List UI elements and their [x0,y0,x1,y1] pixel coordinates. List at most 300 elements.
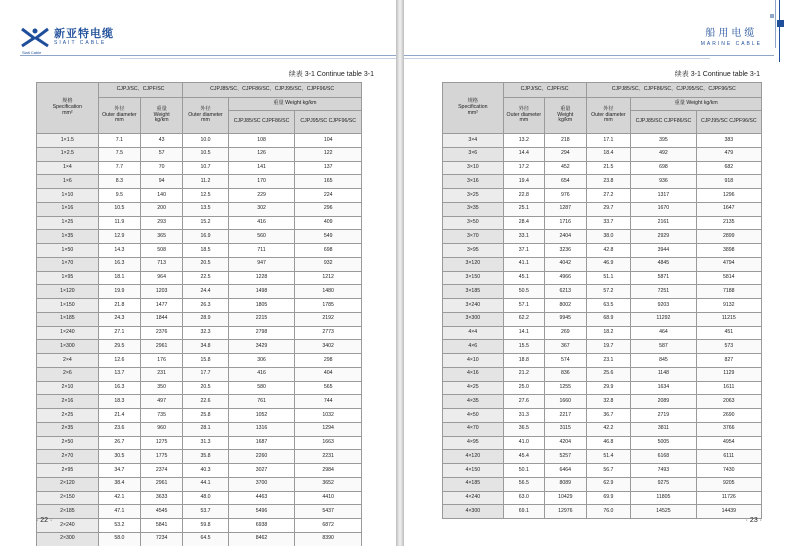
table-row [443,491,762,505]
outer-diameter-cell: 29.5 [98,340,140,354]
outer-diameter-2-cell: 18.2 [586,326,631,340]
outer-diameter-2-cell: 22.5 [183,271,229,285]
outer-diameter-header: 外径 Outer diameter mm [98,98,140,134]
spec-cell: 3×6 [443,147,504,161]
outer-diameter-cell: 26.7 [98,436,140,450]
weight-95-96-cell: 1129 [696,367,761,381]
spec-cell: 1×2.5 [37,147,99,161]
outer-diameter-cell: 58.0 [98,532,140,546]
table-row [443,175,762,189]
weight-95-96-cell: 14439 [696,505,761,519]
weight-85-86-cell: 126 [228,147,295,161]
outer-diameter-2-cell: 51.1 [586,271,631,285]
weight-cell: 2376 [141,326,183,340]
outer-diameter-cell: 34.7 [98,464,140,478]
table-row [37,450,362,464]
weight-cell: 713 [141,257,183,271]
weight-85-86-cell: 464 [631,326,696,340]
section-brand [701,24,762,47]
outer-diameter-cell: 13.2 [503,134,544,148]
weight-cell: 452 [545,161,586,175]
book-gutter [396,0,404,546]
weight-cell: 508 [141,244,183,258]
subgroup-95-96-header: CJPJ95/SC CJPF96/SC [295,111,362,134]
outer-diameter-cell: 25.0 [503,381,544,395]
weight-85-86-cell: 587 [631,340,696,354]
outer-diameter-cell: 14.4 [503,147,544,161]
page-number: · 23 · [745,517,762,524]
spec-cell: 2×16 [37,395,99,409]
weight-85-86-cell: 141 [228,161,295,175]
weight-cell: 4042 [545,257,586,271]
weight-2-header: 重量 Weight kg/km [631,98,762,111]
weight-85-86-cell: 761 [228,395,295,409]
weight-95-96-cell: 918 [696,175,761,189]
outer-diameter-2-cell: 38.0 [586,230,631,244]
table-row [37,230,362,244]
outer-diameter-cell: 21.8 [98,299,140,313]
outer-diameter-2-cell: 64.5 [183,532,229,546]
outer-diameter-2-cell: 24.4 [183,285,229,299]
outer-diameter-cell: 15.5 [503,340,544,354]
table-row [443,340,762,354]
outer-diameter-cell: 38.4 [98,477,140,491]
weight-95-96-cell: 409 [295,216,362,230]
weight-95-96-cell: 573 [696,340,761,354]
weight-95-96-cell: 3898 [696,244,761,258]
table-row [37,312,362,326]
outer-diameter-2-header: 外径 Outer diameter mm [183,98,229,134]
weight-85-86-cell: 11805 [631,491,696,505]
weight-95-96-cell: 1212 [295,271,362,285]
outer-diameter-2-cell: 20.5 [183,257,229,271]
weight-cell: 176 [141,354,183,368]
weight-cell: 367 [545,340,586,354]
spec-cell: 3×240 [443,299,504,313]
weight-cell: 140 [141,189,183,203]
weight-95-96-cell: 1611 [696,381,761,395]
outer-diameter-2-cell: 28.9 [183,312,229,326]
outer-diameter-2-cell: 62.9 [586,477,631,491]
spec-cell: 1×120 [37,285,99,299]
outer-diameter-cell: 50.5 [503,285,544,299]
weight-85-86-cell: 170 [228,175,295,189]
weight-95-96-cell: 3652 [295,477,362,491]
outer-diameter-2-cell: 35.8 [183,450,229,464]
outer-diameter-2-cell: 48.0 [183,491,229,505]
table-row [443,354,762,368]
outer-diameter-cell: 18.8 [503,354,544,368]
outer-diameter-header: 外径 Outer diameter mm [503,98,544,134]
weight-85-86-cell: 3027 [228,464,295,478]
weight-85-86-cell: 306 [228,354,295,368]
weight-85-86-cell: 229 [228,189,295,203]
outer-diameter-cell: 9.5 [98,189,140,203]
page-number: · 22 · [36,517,53,524]
table-row [443,505,762,519]
weight-cell: 574 [545,354,586,368]
outer-diameter-2-cell: 20.5 [183,381,229,395]
outer-diameter-cell: 8.3 [98,175,140,189]
weight-cell: 6464 [545,464,586,478]
weight-95-96-cell: 2773 [295,326,362,340]
weight-cell: 10429 [545,491,586,505]
weight-85-86-cell: 6938 [228,519,295,533]
outer-diameter-2-cell: 63.5 [586,299,631,313]
table-row [37,532,362,546]
weight-85-86-cell: 5496 [228,505,295,519]
weight-85-86-cell: 395 [631,134,696,148]
outer-diameter-cell: 14.1 [503,326,544,340]
weight-85-86-cell: 2798 [228,326,295,340]
outer-diameter-2-cell: 21.5 [586,161,631,175]
weight-85-86-cell: 7493 [631,464,696,478]
weight-cell: 57 [141,147,183,161]
outer-diameter-cell: 56.5 [503,477,544,491]
weight-85-86-cell: 14525 [631,505,696,519]
weight-85-86-cell: 580 [228,381,295,395]
spec-cell: 1×95 [37,271,99,285]
spec-cell: 1×240 [37,326,99,340]
header-rule [404,55,774,56]
brand-chinese: 船用电缆 [705,28,758,39]
spec-cell: 4×300 [443,505,504,519]
spec-cell: 1×150 [37,299,99,313]
table-caption: 续表 3-1 Continue table 3-1 [674,71,760,78]
table-row [443,312,762,326]
weight-85-86-cell: 1228 [228,271,295,285]
spec-cell: 2×300 [37,532,99,546]
table-row [37,244,362,258]
weight-85-86-cell: 1498 [228,285,295,299]
outer-diameter-2-cell: 17.1 [586,134,631,148]
weight-95-96-cell: 479 [696,147,761,161]
table-row [37,285,362,299]
spec-cell: 3×70 [443,230,504,244]
outer-diameter-cell: 11.9 [98,216,140,230]
left-page [0,0,396,546]
group-b-header: CJPJ85/SC、CJPF86/SC、CJPJ95/SC、CJPF96/SC [586,83,761,98]
table-row [443,147,762,161]
weight-cell: 4966 [545,271,586,285]
outer-diameter-cell: 19.9 [98,285,140,299]
table-row [37,491,362,505]
weight-cell: 350 [141,381,183,395]
outer-diameter-2-cell: 19.7 [586,340,631,354]
outer-diameter-cell: 47.1 [98,505,140,519]
weight-95-96-cell: 549 [295,230,362,244]
table-row [37,134,362,148]
outer-diameter-cell: 45.1 [503,271,544,285]
weight-95-96-cell: 4410 [295,491,362,505]
outer-diameter-2-cell: 16.9 [183,230,229,244]
outer-diameter-2-cell: 10.0 [183,134,229,148]
weight-95-96-cell: 104 [295,134,362,148]
spec-header: 规格 Specification mm² [37,83,99,134]
spec-cell: 4×120 [443,450,504,464]
weight-85-86-cell: 6168 [631,450,696,464]
spec-cell: 4×25 [443,381,504,395]
outer-diameter-2-cell: 68.9 [586,312,631,326]
spec-cell: 1×300 [37,340,99,354]
spec-table [442,82,762,519]
spec-cell: 4×150 [443,464,504,478]
spec-header: 规格 Specification mm² [443,83,504,134]
spec-cell: 1×70 [37,257,99,271]
weight-cell: 1716 [545,216,586,230]
outer-diameter-2-cell: 18.4 [586,147,631,161]
weight-95-96-cell: 698 [295,244,362,258]
weight-cell: 365 [141,230,183,244]
weight-85-86-cell: 3700 [228,477,295,491]
outer-diameter-2-cell: 29.9 [586,381,631,395]
weight-95-96-cell: 7188 [696,285,761,299]
spec-cell: 1×185 [37,312,99,326]
weight-cell: 735 [141,409,183,423]
table-row [443,367,762,381]
outer-diameter-cell: 22.8 [503,189,544,203]
weight-cell: 70 [141,161,183,175]
weight-2-header: 重量 Weight kg/km [228,98,361,111]
weight-cell: 497 [141,395,183,409]
weight-95-96-cell: 3402 [295,340,362,354]
group-a-header: CJPJ/SC、CJPF/SC [98,83,183,98]
outer-diameter-2-cell: 44.1 [183,477,229,491]
table-row [37,147,362,161]
weight-85-86-cell: 2260 [228,450,295,464]
spec-cell: 1×10 [37,189,99,203]
weight-85-86-cell: 416 [228,216,295,230]
weight-95-96-cell: 2063 [696,395,761,409]
outer-diameter-2-cell: 51.4 [586,450,631,464]
outer-diameter-cell: 27.1 [98,326,140,340]
table-row [443,189,762,203]
weight-85-86-cell: 4463 [228,491,295,505]
weight-95-96-cell: 5814 [696,271,761,285]
spec-cell: 2×185 [37,505,99,519]
spec-cell: 3×4 [443,134,504,148]
outer-diameter-2-cell: 10.7 [183,161,229,175]
weight-cell: 4204 [545,436,586,450]
company-logo [20,26,114,55]
group-a-header: CJPJ/SC、CJPF/SC [503,83,586,98]
weight-cell: 976 [545,189,586,203]
outer-diameter-2-cell: 42.2 [586,422,631,436]
weight-cell: 3115 [545,422,586,436]
weight-85-86-cell: 947 [228,257,295,271]
outer-diameter-cell: 27.6 [503,395,544,409]
table-row [443,450,762,464]
weight-85-86-cell: 7251 [631,285,696,299]
spec-cell: 3×35 [443,202,504,216]
weight-85-86-cell: 1805 [228,299,295,313]
weight-cell: 3236 [545,244,586,258]
spec-cell: 4×50 [443,409,504,423]
outer-diameter-cell: 36.5 [503,422,544,436]
spec-cell: 2×120 [37,477,99,491]
table-row [443,299,762,313]
outer-diameter-2-cell: 13.5 [183,202,229,216]
weight-95-96-cell: 744 [295,395,362,409]
outer-diameter-cell: 24.3 [98,312,140,326]
weight-cell: 960 [141,422,183,436]
table-row [443,395,762,409]
outer-diameter-2-cell: 22.6 [183,395,229,409]
outer-diameter-cell: 21.4 [98,409,140,423]
table-row [37,271,362,285]
weight-95-96-cell: 137 [295,161,362,175]
weight-cell: 9945 [545,312,586,326]
table-row [37,202,362,216]
outer-diameter-2-cell: 42.8 [586,244,631,258]
outer-diameter-cell: 53.2 [98,519,140,533]
weight-95-96-cell: 932 [295,257,362,271]
outer-diameter-2-cell: 26.3 [183,299,229,313]
outer-diameter-2-cell: 46.9 [586,257,631,271]
weight-95-96-cell: 3766 [696,422,761,436]
weight-95-96-cell: 6872 [295,519,362,533]
outer-diameter-2-cell: 23.1 [586,354,631,368]
table-row [37,464,362,478]
outer-diameter-2-cell: 76.0 [586,505,631,519]
outer-diameter-cell: 37.1 [503,244,544,258]
subgroup-95-96-header: CJPJ95/SC CJPF96/SC [696,111,761,134]
table-row [37,161,362,175]
weight-85-86-cell: 1316 [228,422,295,436]
table-row [37,505,362,519]
weight-85-86-cell: 2215 [228,312,295,326]
outer-diameter-cell: 13.7 [98,367,140,381]
outer-diameter-2-cell: 53.7 [183,505,229,519]
group-b-header: CJPJ85/SC、CJPF86/SC、CJPJ95/SC、CJPF96/SC [183,83,362,98]
weight-95-96-cell: 9132 [696,299,761,313]
table-row [443,422,762,436]
table-row [443,436,762,450]
outer-diameter-2-cell: 34.8 [183,340,229,354]
spec-cell: 2×150 [37,491,99,505]
table-row [37,422,362,436]
table-row [443,161,762,175]
weight-cell: 269 [545,326,586,340]
logo-chinese: 新亚特电缆 [54,27,114,40]
weight-95-96-cell: 383 [696,134,761,148]
outer-diameter-2-cell: 27.2 [586,189,631,203]
spec-cell: 4×95 [443,436,504,450]
weight-cell: 1203 [141,285,183,299]
weight-95-96-cell: 404 [295,367,362,381]
header-rule-secondary [120,58,396,59]
outer-diameter-cell: 21.2 [503,367,544,381]
weight-85-86-cell: 936 [631,175,696,189]
table-row [443,409,762,423]
outer-diameter-cell: 12.6 [98,354,140,368]
weight-cell: 200 [141,202,183,216]
right-page [404,0,800,546]
table-row [443,285,762,299]
weight-cell: 2374 [141,464,183,478]
weight-95-96-cell: 122 [295,147,362,161]
outer-diameter-2-cell: 25.6 [586,367,631,381]
weight-85-86-cell: 4845 [631,257,696,271]
weight-85-86-cell: 416 [228,367,295,381]
outer-diameter-cell: 62.2 [503,312,544,326]
outer-diameter-2-cell: 36.7 [586,409,631,423]
spec-cell: 3×185 [443,285,504,299]
weight-cell: 8089 [545,477,586,491]
outer-diameter-cell: 45.4 [503,450,544,464]
weight-cell: 8002 [545,299,586,313]
weight-85-86-cell: 5005 [631,436,696,450]
spec-cell: 1×16 [37,202,99,216]
table-row [443,464,762,478]
spec-cell: 1×1.5 [37,134,99,148]
spec-cell: 2×6 [37,367,99,381]
weight-95-96-cell: 1294 [295,422,362,436]
weight-85-86-cell: 560 [228,230,295,244]
spec-cell: 4×16 [443,367,504,381]
weight-85-86-cell: 108 [228,134,295,148]
spec-cell: 1×6 [37,175,99,189]
outer-diameter-cell: 16.3 [98,381,140,395]
outer-diameter-2-cell: 69.9 [586,491,631,505]
decor-vertical-line-secondary [775,0,776,48]
weight-cell: 1255 [545,381,586,395]
spec-cell: 2×25 [37,409,99,423]
outer-diameter-2-cell: 23.8 [586,175,631,189]
decor-vertical-line [779,0,780,62]
weight-85-86-cell: 1687 [228,436,295,450]
outer-diameter-cell: 63.0 [503,491,544,505]
table-row [37,257,362,271]
table-row [37,216,362,230]
spec-cell: 4×70 [443,422,504,436]
weight-cell: 654 [545,175,586,189]
outer-diameter-2-cell: 15.2 [183,216,229,230]
weight-85-86-cell: 9275 [631,477,696,491]
spec-cell: 4×4 [443,326,504,340]
weight-cell: 1477 [141,299,183,313]
subgroup-85-86-header: CJPJ85/SC CJPF86/SC [228,111,295,134]
spec-cell: 4×10 [443,354,504,368]
header-rule-secondary [404,58,710,59]
outer-diameter-cell: 28.4 [503,216,544,230]
outer-diameter-cell: 10.5 [98,202,140,216]
weight-95-96-cell: 2690 [696,409,761,423]
outer-diameter-2-cell: 32.8 [586,395,631,409]
table-row [443,230,762,244]
weight-85-86-cell: 711 [228,244,295,258]
weight-85-86-cell: 3944 [631,244,696,258]
outer-diameter-2-cell: 10.5 [183,147,229,161]
outer-diameter-2-cell: 46.8 [586,436,631,450]
outer-diameter-2-cell: 17.7 [183,367,229,381]
weight-85-86-cell: 845 [631,354,696,368]
outer-diameter-cell: 17.2 [503,161,544,175]
weight-85-86-cell: 1317 [631,189,696,203]
outer-diameter-cell: 7.7 [98,161,140,175]
outer-diameter-cell: 23.6 [98,422,140,436]
spec-cell: 3×300 [443,312,504,326]
weight-cell: 12976 [545,505,586,519]
spec-cell: 3×150 [443,271,504,285]
weight-85-86-cell: 3811 [631,422,696,436]
weight-95-96-cell: 296 [295,202,362,216]
decor-square-small [770,14,774,18]
logo-english: SIAIT CABLE [54,40,107,46]
weight-85-86-cell: 492 [631,147,696,161]
spec-cell: 4×185 [443,477,504,491]
weight-85-86-cell: 302 [228,202,295,216]
